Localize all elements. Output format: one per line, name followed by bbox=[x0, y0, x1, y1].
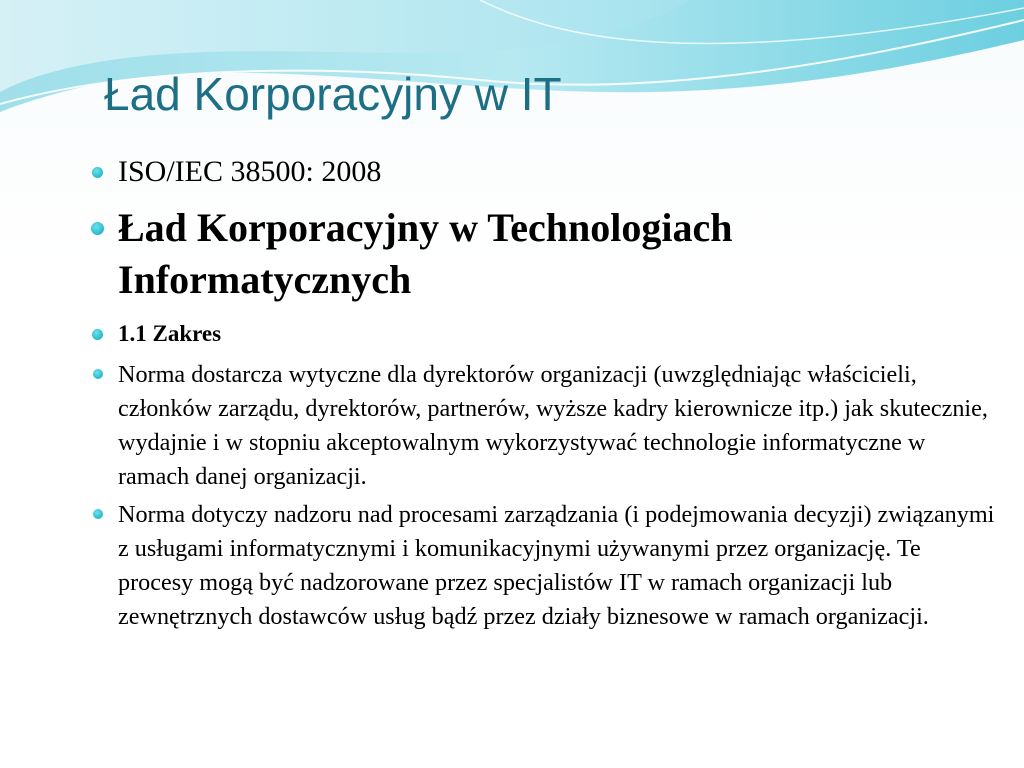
bullet-dot-icon bbox=[93, 509, 103, 519]
bullet-text: Norma dotyczy nadzoru nad procesami zarządzania (i podejmowania decyzji) związanymi z usługami informatycznymi i komunikacyjnymi używanymi przez organizację. Te procesy mogą być nadzorowane przez specjalistów IT w ramach organizacji lub zewnętrznych dostawców usług bądź przez działy biznesowe w ramach organizacji. bbox=[118, 501, 995, 630]
bullet-item-paragraph bbox=[88, 498, 1000, 634]
bullet-text: Norma dostarcza wytyczne dla dyrektorów organizacji (uwzględniając właścicieli, członków zarządu, dyrektorów, partnerów, wyższe kadry kierownicze itp.) jak skutecznie, wydajnie i w stopniu akceptowalnym wykorzystywać technologie informatyczne w ramach danej organizacji. bbox=[118, 361, 988, 490]
bullet-dot-icon bbox=[93, 369, 103, 379]
bullet-item-heading bbox=[88, 202, 1000, 306]
bullet-dot-icon bbox=[91, 222, 104, 235]
slide-title: Ład Korporacyjny w IT bbox=[104, 68, 562, 120]
bullet-item-standard bbox=[88, 152, 1000, 192]
bullet-text: ISO/IEC 38500: 2008 bbox=[118, 155, 382, 188]
bullet-dot-icon bbox=[92, 167, 103, 178]
bullet-text: Ład Korporacyjny w Technologiach Informatycznych bbox=[118, 205, 733, 302]
bullet-list bbox=[88, 152, 1000, 638]
bullet-text: 1.1 Zakres bbox=[118, 321, 222, 346]
bullet-item-paragraph bbox=[88, 358, 1000, 494]
bullet-dot-icon bbox=[92, 329, 103, 340]
bullet-item-section bbox=[88, 318, 1000, 350]
